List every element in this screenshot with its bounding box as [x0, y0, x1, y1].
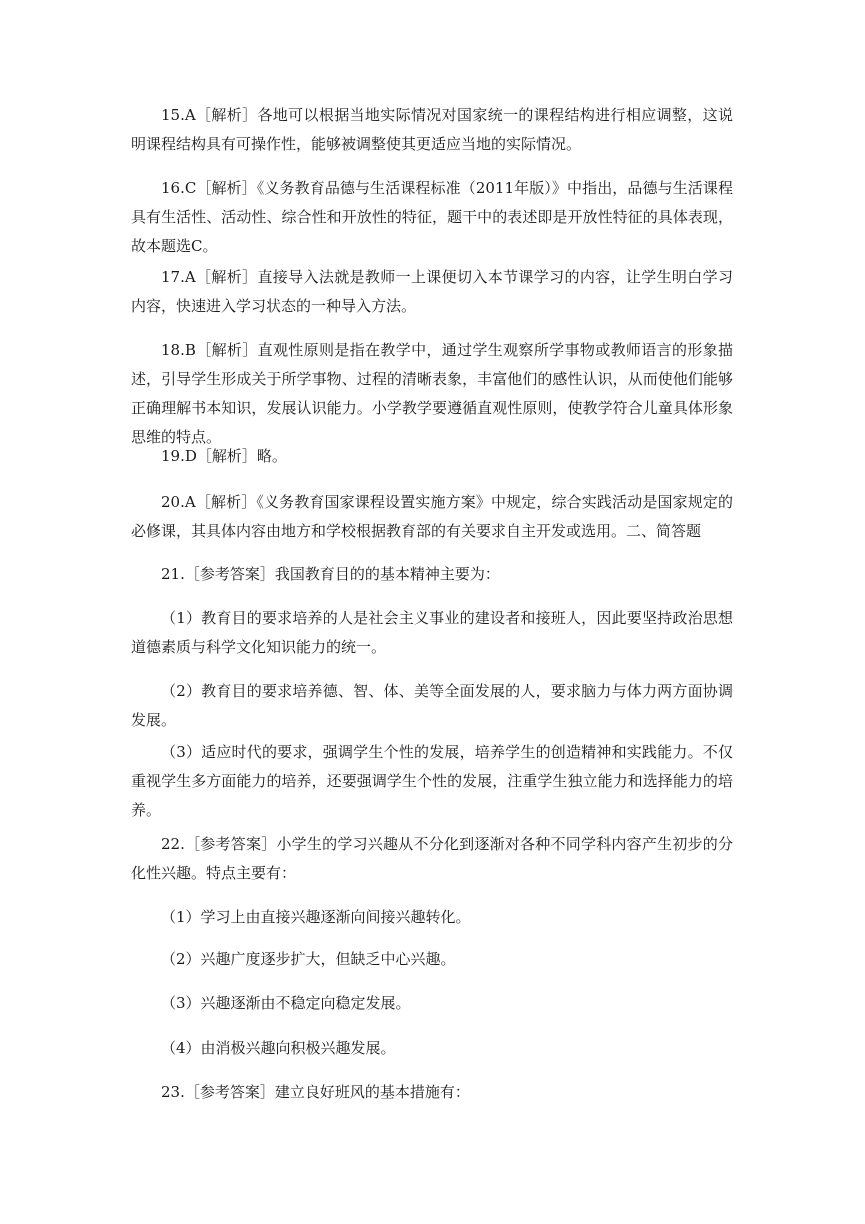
answer-21-heading: 21.［参考答案］我国教育目的的基本精神主要为：: [161, 565, 500, 583]
answer-18-paragraph: 18.B［解析］直观性原则是指在教学中，通过学生观察所学事物或教师语言的形象描述，引导学生形成关于所学事物、过程的清晰表象，丰富他们的感性认识，从而使他们能够正确理解书本知识，发展认识能力。小学教学要遵循直观性原则，使教学符合儿童具体形象思维的特点。: [131, 341, 733, 446]
answer-21-point-2: （2）教育目的要求培养德、智、体、美等全面发展的人，要求脑力与体力两方面协调发展。: [131, 682, 733, 729]
answer-22-heading: 22.［参考答案］小学生的学习兴趣从不分化到逐渐对各种不同学科内容产生初步的分化性兴趣。特点主要有：: [131, 835, 733, 882]
answer-22-point-4: （4）由消极兴趣向积极兴趣发展。: [161, 1039, 396, 1057]
answer-19-paragraph: 19.D［解析］略。: [161, 447, 287, 465]
answer-21-point-3: （3）适应时代的要求，强调学生个性的发展，培养学生的创造精神和实践能力。不仅重视学生多方面能力的培养，还要强调学生个性的发展，注重学生独立能力和选择能力的培养。: [131, 743, 733, 819]
answer-22-point-1: （1）学习上由直接兴趣逐渐向间接兴趣转化。: [161, 908, 471, 926]
answer-22-point-3: （3）兴趣逐渐由不稳定向稳定发展。: [161, 994, 411, 1012]
answer-20-paragraph: 20.A［解析］《义务教育国家课程设置实施方案》中规定，综合实践活动是国家规定的必修课，其具体内容由地方和学校根据教育部的有关要求自主开发或选用。二、简答题: [131, 493, 733, 540]
answer-22-point-2: （2）兴趣广度逐步扩大，但缺乏中心兴趣。: [161, 950, 456, 968]
answer-15-paragraph: 15.A［解析］各地可以根据当地实际情况对国家统一的课程结构进行相应调整，这说明课程结构具有可操作性，能够被调整使其更适应当地的实际情况。: [131, 106, 733, 153]
answer-21-point-1: （1）教育目的要求培养的人是社会主义事业的建设者和接班人，因此要坚持政治思想道德素质与科学文化知识能力的统一。: [131, 609, 733, 656]
answer-16-paragraph: 16.C［解析］《义务教育品德与生活课程标准（2011年版）》中指出，品德与生活课程具有生活性、活动性、综合性和开放性的特征，题干中的表述即是开放性特征的具体表现，故本题选C。: [131, 179, 733, 255]
answer-17-paragraph: 17.A［解析］直接导入法就是教师一上课便切入本节课学习的内容，让学生明白学习内容，快速进入学习状态的一种导入方法。: [131, 268, 733, 315]
answer-23-heading: 23.［参考答案］建立良好班风的基本措施有：: [161, 1083, 470, 1101]
